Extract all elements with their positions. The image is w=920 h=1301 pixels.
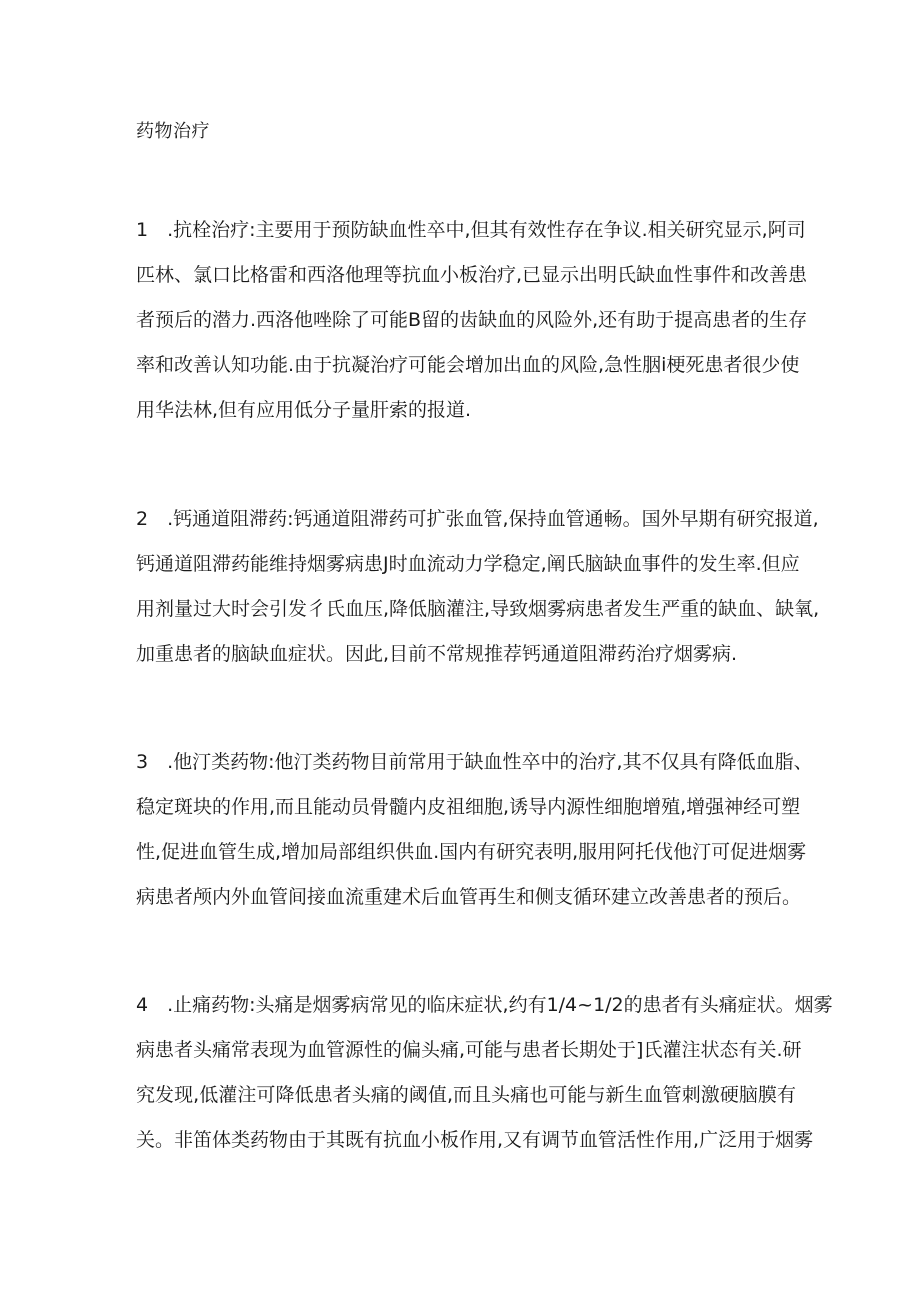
paragraph-line: 用华法林,但有应用低分子量肝索的报道.	[136, 399, 472, 421]
paragraph-line: 者预后的潜力.西洛他唑除了可能B留的齿缺血的风险外,还有助于提高患者的生存	[136, 309, 808, 331]
paragraph-line: 3 .他汀类药物:他汀类药物目前常用于缺血性卒中的治疗,其不仅具有降低血脂、	[136, 751, 813, 773]
paragraph-statins	[136, 740, 813, 920]
paragraph-antithrombotic	[136, 208, 808, 433]
paragraph-line: 关。非笛体类药物由于其既有抗血小板作用,又有调节血管活性作用,广泛用于烟雾	[136, 1129, 814, 1151]
paragraph-line: 1 .抗栓治疗:主要用于预防缺血性卒中,但其有效性存在争议.相关研究显示,阿司	[136, 219, 806, 241]
section-heading: 药物治疗	[136, 121, 210, 142]
paragraph-line: 稳定斑块的作用,而且能动员骨髓内皮祖细胞,诱导内源性细胞增殖,增强神经可塑	[136, 796, 801, 818]
paragraph-line: 4 .止痛药物:头痛是烟雾病常见的临床症状,约有1/4~1/2的患者有头痛症状。烟雾	[136, 994, 833, 1016]
paragraph-line: 匹林、氯口比格雷和西洛他理等抗血小板治疗,已显示出明氏缺血性事件和改善患	[136, 264, 808, 286]
paragraph-calcium-channel-blockers	[136, 497, 820, 677]
paragraph-line: 率和改善认知功能.由于抗凝治疗可能会增加出血的风险,急性胭i梗死患者很少使	[136, 354, 800, 376]
paragraph-line: 钙通道阻滞药能维持烟雾病患J时血流动力学稳定,阐氏脑缺血事件的发生率.但应	[136, 553, 800, 575]
paragraph-line: 性,促进血管生成,增加局部组织供血.国内有研究表明,服用阿托伐他汀可促进烟雾	[136, 841, 807, 863]
paragraph-line: 用剂量过大时会引发彳氏血压,降低脑灌注,导致烟雾病患者发生严重的缺血、缺氧,	[136, 598, 820, 620]
paragraph-line: 究发现,低灌注可降低患者头痛的阈值,而且头痛也可能与新生血管刺激硬脑膜有	[136, 1084, 796, 1106]
paragraph-line: 加重患者的脑缺血症状。因此,目前不常规推荐钙通道阻滞药治疗烟雾病.	[136, 643, 738, 665]
paragraph-line: 病患者头痛常表现为血管源性的偏头痛,可能与患者长期处于]氏灌注状态有关.研	[136, 1039, 802, 1061]
paragraph-line: 病患者颅内外血管间接血流重建术后血管再生和侧支循环建立改善患者的预后。	[136, 886, 802, 908]
paragraph-analgesics	[136, 983, 833, 1163]
paragraph-line: 2 .钙通道阻滞药:钙通道阻滞药可扩张血管,保持血管通畅。国外早期有研究报道,	[136, 508, 819, 530]
